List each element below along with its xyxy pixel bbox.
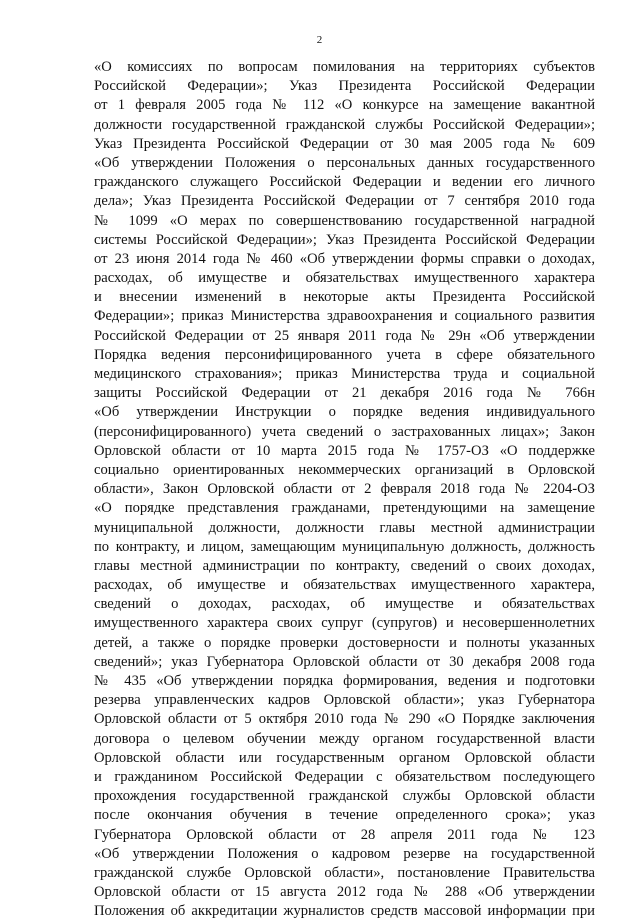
text-line: от 23 июня 2014 года № 460 «Об утверждении формы справки о доходах, bbox=[94, 250, 595, 267]
text-line: Федерации»; приказ Министерства здравоохранения и социального развития bbox=[94, 308, 595, 325]
text-line: «Об утверждении Положения о кадровом резерве на государственной bbox=[94, 845, 595, 862]
text-line: «Об утверждении Инструкции о порядке ведения индивидуального bbox=[94, 404, 595, 421]
text-line: Российской Федерации»; Указ Президента Российской Федерации bbox=[94, 78, 595, 95]
text-line: Российской Федерации от 25 января 2011 года № 29н «Об утверждении bbox=[94, 327, 595, 344]
text-line: гражданской службе Орловской области», постановление Правительства bbox=[94, 864, 595, 881]
text-line: защиты Российской Федерации от 21 декабря 2016 года № 766н bbox=[94, 385, 595, 402]
text-line: и внесении изменений в некоторые акты Президента Российской bbox=[94, 289, 595, 306]
text-line: и гражданином Российской Федерации с обязательством последующего bbox=[94, 768, 595, 785]
text-line: Орловской области от 15 августа 2012 года № 288 «Об утверждении bbox=[94, 884, 595, 901]
text-line: сведений о доходах, расходах, об имуществе и обязательствах bbox=[94, 596, 595, 613]
text-line: от 1 февраля 2005 года № 112 «О конкурсе на замещение вакантной bbox=[94, 97, 595, 114]
text-line: медицинского страхования»; приказ Министерства труда и социальной bbox=[94, 366, 595, 382]
text-line: дела»; Указ Президента Российской Федерации от 7 сентября 2010 года bbox=[94, 193, 595, 210]
text-line: детей, а также о порядке проверки достоверности и полноты указанных bbox=[94, 634, 595, 651]
text-line: «Об утверждении Положения о персональных данных государственного bbox=[94, 154, 595, 171]
text-line: сведений»; указ Губернатора Орловской области от 30 декабря 2008 года bbox=[94, 653, 595, 670]
page-number: 2 bbox=[316, 34, 323, 46]
text-line: прохождения государственной гражданской службы Орловской области bbox=[94, 788, 595, 805]
text-line: имущественного характера своих супруг (супругов) и несовершеннолетних bbox=[94, 615, 595, 632]
text-line: договора о целевом обучении между органом государственной власти bbox=[94, 730, 595, 747]
text-line: Орловской области от 5 октября 2010 года № 290 «О Порядке заключения bbox=[94, 711, 595, 728]
text-line: № 435 «Об утверждении порядка формирования, ведения и подготовки bbox=[94, 673, 595, 689]
text-line: расходах, об имуществе и обязательствах имущественного характера, bbox=[94, 577, 595, 594]
text-line: «О порядке представления гражданами, претендующими на замещение bbox=[94, 500, 595, 517]
document-body-text bbox=[94, 58, 595, 921]
text-line: «О комиссиях по вопросам помилования на территориях субъектов bbox=[94, 59, 595, 75]
text-line: № 1099 «О мерах по совершенствованию государственной наградной bbox=[94, 212, 595, 229]
text-line: Положения об аккредитации журналистов средств массовой информации при bbox=[94, 903, 595, 920]
text-line: резерва управленческих кадров Орловской области»; указ Губернатора bbox=[94, 692, 595, 709]
text-line: Орловской области от 10 марта 2015 года № 1757-ОЗ «О поддержке bbox=[94, 442, 595, 459]
text-line: Губернатора Орловской области от 28 апреля 2011 года № 123 bbox=[94, 826, 595, 843]
text-line: (персонифицированного) учета сведений о застрахованных лицах»; Закон bbox=[94, 423, 595, 440]
text-line: муниципальной должности, должности главы местной администрации bbox=[94, 519, 595, 536]
text-line: Порядка ведения персонифицированного учета в сфере обязательного bbox=[94, 346, 595, 363]
text-line: социально ориентированных некоммерческих организаций в Орловской bbox=[94, 461, 595, 478]
text-line: системы Российской Федерации»; Указ Президента Российской Федерации bbox=[94, 231, 595, 248]
text-line: гражданского служащего Российской Федерации и ведении его личного bbox=[94, 174, 595, 191]
text-line: расходах, об имуществе и обязательствах имущественного характера bbox=[94, 270, 595, 287]
text-line: после окончания обучения в течение определенного срока»; указ bbox=[94, 807, 595, 824]
text-line: области», Закон Орловской области от 2 февраля 2018 года № 2204-ОЗ bbox=[94, 481, 595, 498]
text-line: главы местной администрации по контракту, сведений о своих доходах, bbox=[94, 557, 595, 574]
text-line: по контракту, и лицом, замещающим муниципальную должность, должность bbox=[94, 538, 595, 555]
text-line: Орловской области или государственным органом Орловской области bbox=[94, 749, 595, 766]
text-line: Указ Президента Российской Федерации от 30 мая 2005 года № 609 bbox=[94, 135, 595, 152]
text-line: должности государственной гражданской службы Российской Федерации»; bbox=[94, 116, 595, 133]
